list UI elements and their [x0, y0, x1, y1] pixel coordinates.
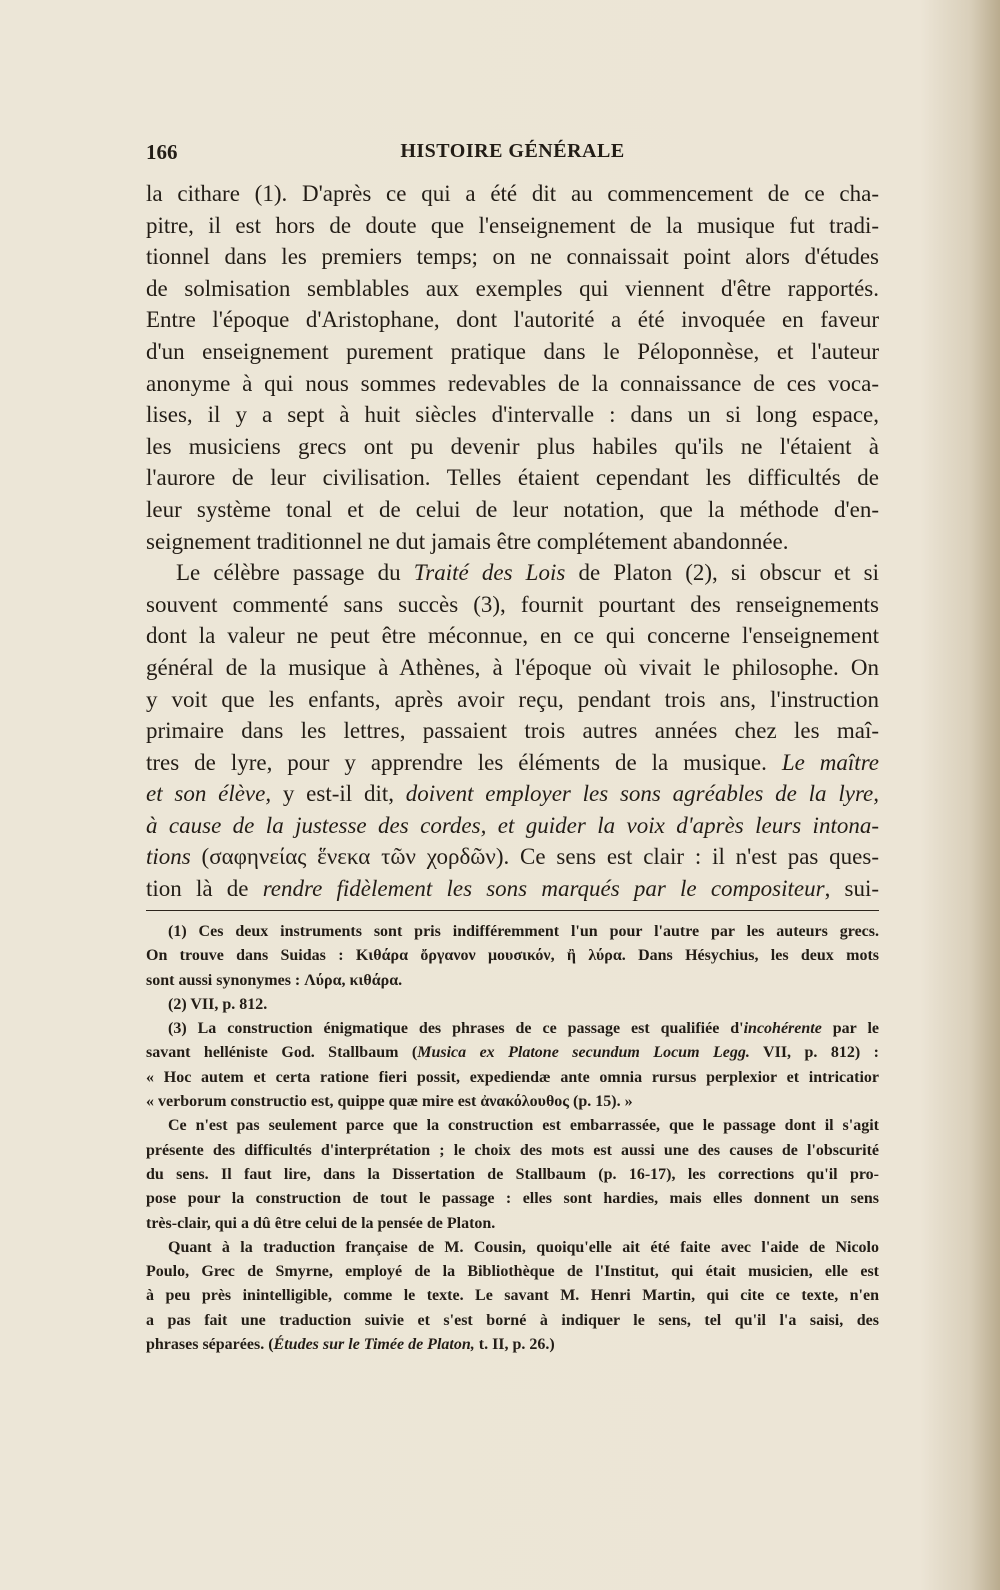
footnote-line — [146, 1017, 879, 1041]
text-span: savant helléniste God. Stallbaum ( — [146, 1044, 418, 1062]
text-line: pitre, il est hors de doute que l'enseignement de la musique fut tradi- — [146, 212, 879, 238]
text-italic: et son élève, — [146, 781, 272, 807]
footnote-line: très-clair, qui a dû être celui de la pensée de Platon. — [146, 1214, 496, 1232]
text-italic: rendre fidèlement les sons marqués par le compositeur — [262, 876, 825, 902]
text-span: (3) La construction énigmatique des phrases de ce passage est qualifiée d' — [168, 1020, 744, 1038]
text-line: Entre l'époque d'Aristophane, dont l'autorité a été invoquée en faveur — [146, 307, 879, 333]
footnote-line: « verborum constructio est, quippe quæ mire est ἀνακόλουθος (p. 15). » — [146, 1093, 633, 1111]
text-span: tres de lyre, pour y apprendre les éléments de la musique. — [146, 749, 782, 775]
footnotes — [146, 920, 879, 1357]
text-span: phrases séparées. ( — [146, 1336, 274, 1354]
running-title: HISTOIRE GÉNÉRALE — [400, 140, 625, 162]
text-line — [146, 557, 879, 589]
text-span: par le — [821, 1020, 879, 1038]
text-line — [146, 778, 879, 810]
text-italic: Musica ex Platone secundum Locum Legg. — [417, 1044, 750, 1062]
page-number: 166 — [146, 140, 178, 164]
footnote-line: Ce n'est pas seulement parce que la construction est embarrassée, que le passage dont il s'agit — [168, 1117, 879, 1135]
text-span: y est-il dit, — [271, 781, 406, 807]
text-italic: Études sur le Timée de Platon, — [273, 1336, 475, 1354]
footnote-line: Quant à la traduction française de M. Cousin, quoiqu'elle ait été faite avec l'aide de Nicolo — [168, 1238, 879, 1256]
footnote-line: sont aussi synonymes : Λύρα, κιθάρα. — [146, 971, 403, 989]
text-line: souvent commenté sans succès (3), fournit pourtant des renseignements — [146, 591, 879, 617]
text-span: (σαφηνείας ἕνεκα τῶν χορδῶν). Ce sens est clair : il n'est pas ques- — [190, 844, 879, 870]
text-line: leur système tonal et de celui de leur notation, que la méthode d'en- — [146, 496, 879, 522]
footnote-line: « Hoc autem et certa ratione fieri possit, expediendæ ante omnia rursus perplexior et intricatior — [146, 1068, 879, 1086]
text-line — [146, 841, 879, 873]
footnote-line: Poulo, Grec de Smyrne, employé de la Bibliothèque de l'Institut, qui était musicien, elle est — [146, 1263, 879, 1281]
main-text — [146, 178, 879, 905]
text-line: lises, il y a sept à huit siècles d'intervalle : dans un si long espace, — [146, 402, 879, 428]
footnote-line: On trouve dans Suidas : Κιθάρα ὄργανον μουσικόν, ἢ λύρα. Dans Hésychius, les deux mots — [146, 947, 879, 965]
text-line: d'un enseignement purement pratique dans le Péloponnèse, et l'auteur — [146, 338, 879, 364]
text-line: seignement traditionnel ne dut jamais être complétement abandonnée. — [146, 528, 789, 554]
text-italic: à cause de la justesse des cordes, et guider la voix d'après leurs intona- — [146, 812, 879, 838]
text-line — [146, 810, 879, 842]
text-line — [146, 873, 879, 905]
text-line: tionnel dans les premiers temps; on ne connaissait point alors d'études — [146, 244, 879, 270]
footnote-line: (1) Ces deux instruments sont pris indifféremment l'un pour l'autre par les auteurs grecs. — [168, 923, 879, 940]
text-span: t. II, p. 26.) — [474, 1336, 555, 1354]
footnote-line: pose pour la construction de tout le passage : elles sont hardies, mais elles donnent un sens — [146, 1190, 879, 1208]
footnote-line: a pas fait une traduction suivie et s'est borné à indiquer le sens, tel qu'il l'a saisi, des — [146, 1311, 879, 1329]
footnote-line — [146, 1333, 879, 1357]
footnote-line: (2) VII, p. 812. — [168, 995, 268, 1013]
footnote-line: présente des difficultés d'interprétation ; le choix des mots est aussi une des causes de l'obscurité — [146, 1141, 879, 1159]
text-italic: doivent employer les sons agréables de la lyre, — [405, 781, 880, 807]
text-span: tion là de — [146, 876, 263, 902]
text-line: l'aurore de leur civilisation. Telles étaient cependant les difficultés de — [146, 465, 879, 491]
footnote-line: du sens. Il faut lire, dans la Dissertation de Stallbaum (p. 16-17), les corrections qu'il pro- — [146, 1165, 879, 1183]
text-italic: tions — [146, 844, 191, 870]
text-span: VII, p. 812) : — [749, 1044, 880, 1062]
text-span: de Platon (2), si obscur et si — [565, 560, 879, 586]
text-line: y voit que les enfants, après avoir reçu, pendant trois ans, l'instruction — [146, 686, 879, 712]
text-italic: Traité des Lois — [413, 560, 566, 586]
text-line: les musiciens grecs ont pu devenir plus habiles qu'ils ne l'étaient à — [146, 433, 879, 459]
text-line: primaire dans les lettres, passaient trois autres années chez les maî- — [146, 718, 879, 744]
text-italic: Le maître — [781, 749, 879, 775]
footnote-line — [146, 1041, 879, 1065]
footnote-line: à peu près inintelligible, comme le texte. Le savant M. Henri Martin, qui cite ce texte, n'en — [146, 1287, 879, 1305]
text-span: , sui- — [824, 876, 880, 902]
text-line: la cithare (1). D'après ce qui a été dit au commencement de ce cha- — [146, 181, 879, 206]
page-header — [146, 140, 879, 170]
text-line: anonyme à qui nous sommes redevables de la connaissance de ces voca- — [146, 370, 879, 396]
footnote-divider — [146, 910, 879, 911]
text-line: de solmisation semblables aux exemples qui viennent d'être rapportés. — [146, 275, 879, 301]
text-line — [146, 747, 879, 779]
text-span: Le célèbre passage du — [176, 560, 414, 586]
text-italic: incohérente — [743, 1020, 822, 1038]
text-line: général de la musique à Athènes, à l'époque où vivait le philosophe. On — [146, 654, 879, 680]
text-line: dont la valeur ne peut être méconnue, en ce qui concerne l'enseignement — [146, 623, 879, 649]
